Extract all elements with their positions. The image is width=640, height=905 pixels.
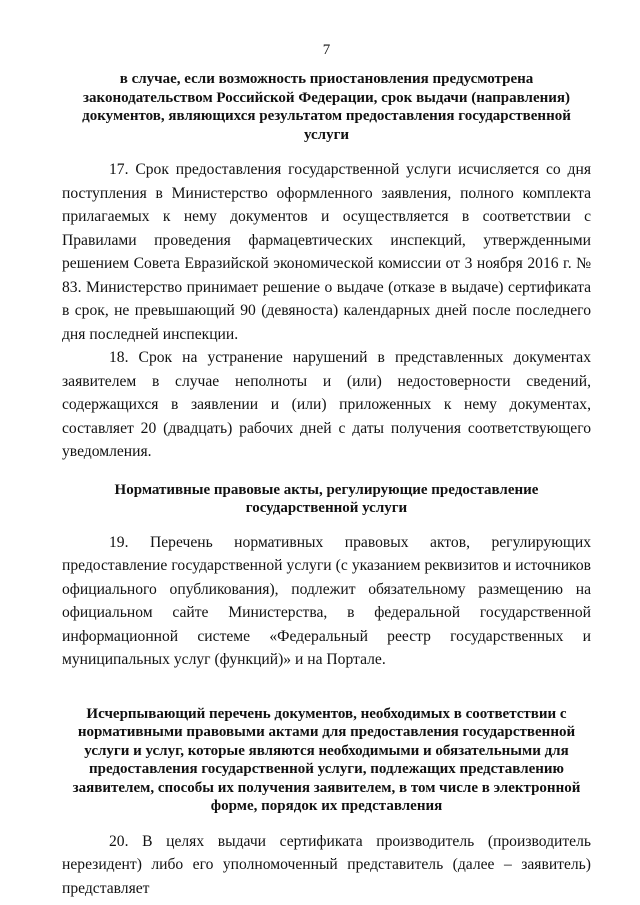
page-number: 7 <box>322 42 331 58</box>
section-heading-documents-list-text: Исчерпывающий перечень документов, необходимых в соответствии с нормативными правовыми актами для предоставления государственной услуги и услуг, которые являются необходимыми и обязательными для предоставления государственной услуги, подлежащих представлению заявителем, способы их получения заявителем, в том числе в электронной форме, порядок их представления <box>72 705 581 814</box>
paragraph-20: 20. В целях выдачи сертификата производитель (производитель нерезидент) либо его уполномоченный представитель (далее – заявитель) представляет <box>62 832 591 897</box>
paragraph-17: 17. Срок предоставления государственной услуги исчисляется со дня поступления в Министерство оформленного заявления, полного комплекта прилагаемых к нему документов и осуществляется в соответствии с Правилами проведения фармацевтических инспекций, утвержденными решением Совета Евразийской экономической комиссии от 3 ноября 2016 г. № 83. Министерство принимает решение о выдаче (отказе в выдаче) сертификата в срок, не превышающий 90 (девяноста) календарных дней после последнего дня последней инспекции. <box>62 161 591 343</box>
section-heading-documents-list <box>62 705 591 816</box>
paragraph-19: 19. Перечень нормативных правовых актов, регулирующих предоставление государственной услуги (с указанием реквизитов и источников официального опубликования), подлежит обязательному размещению на официальном сайте Министерства, в федеральной государственной информационной системе «Федеральный реестр государственных и муниципальных услуг (функций)» и на Портале. <box>62 533 591 668</box>
section-heading-legal-acts <box>62 481 591 518</box>
section-heading-legal-acts-text: Нормативные правовые акты, регулирующие предоставление государственной услуги <box>114 481 539 516</box>
section-heading-deadline <box>62 70 591 144</box>
section-heading-deadline-text: в случае, если возможность приостановления предусмотрена законодательством Российской Федерации, срок выдачи (направления) документов, являющихся результатом предоставления государственной услуги <box>82 71 571 143</box>
paragraph-18: 18. Срок на устранение нарушений в представленных документах заявителем в случае неполноты и (или) недостоверности сведений, содержащихся в заявлении и (или) приложенных к нему документах, составляет 20 (двадцать) рабочих дней с даты получения соответствующего уведомления. <box>62 349 591 460</box>
